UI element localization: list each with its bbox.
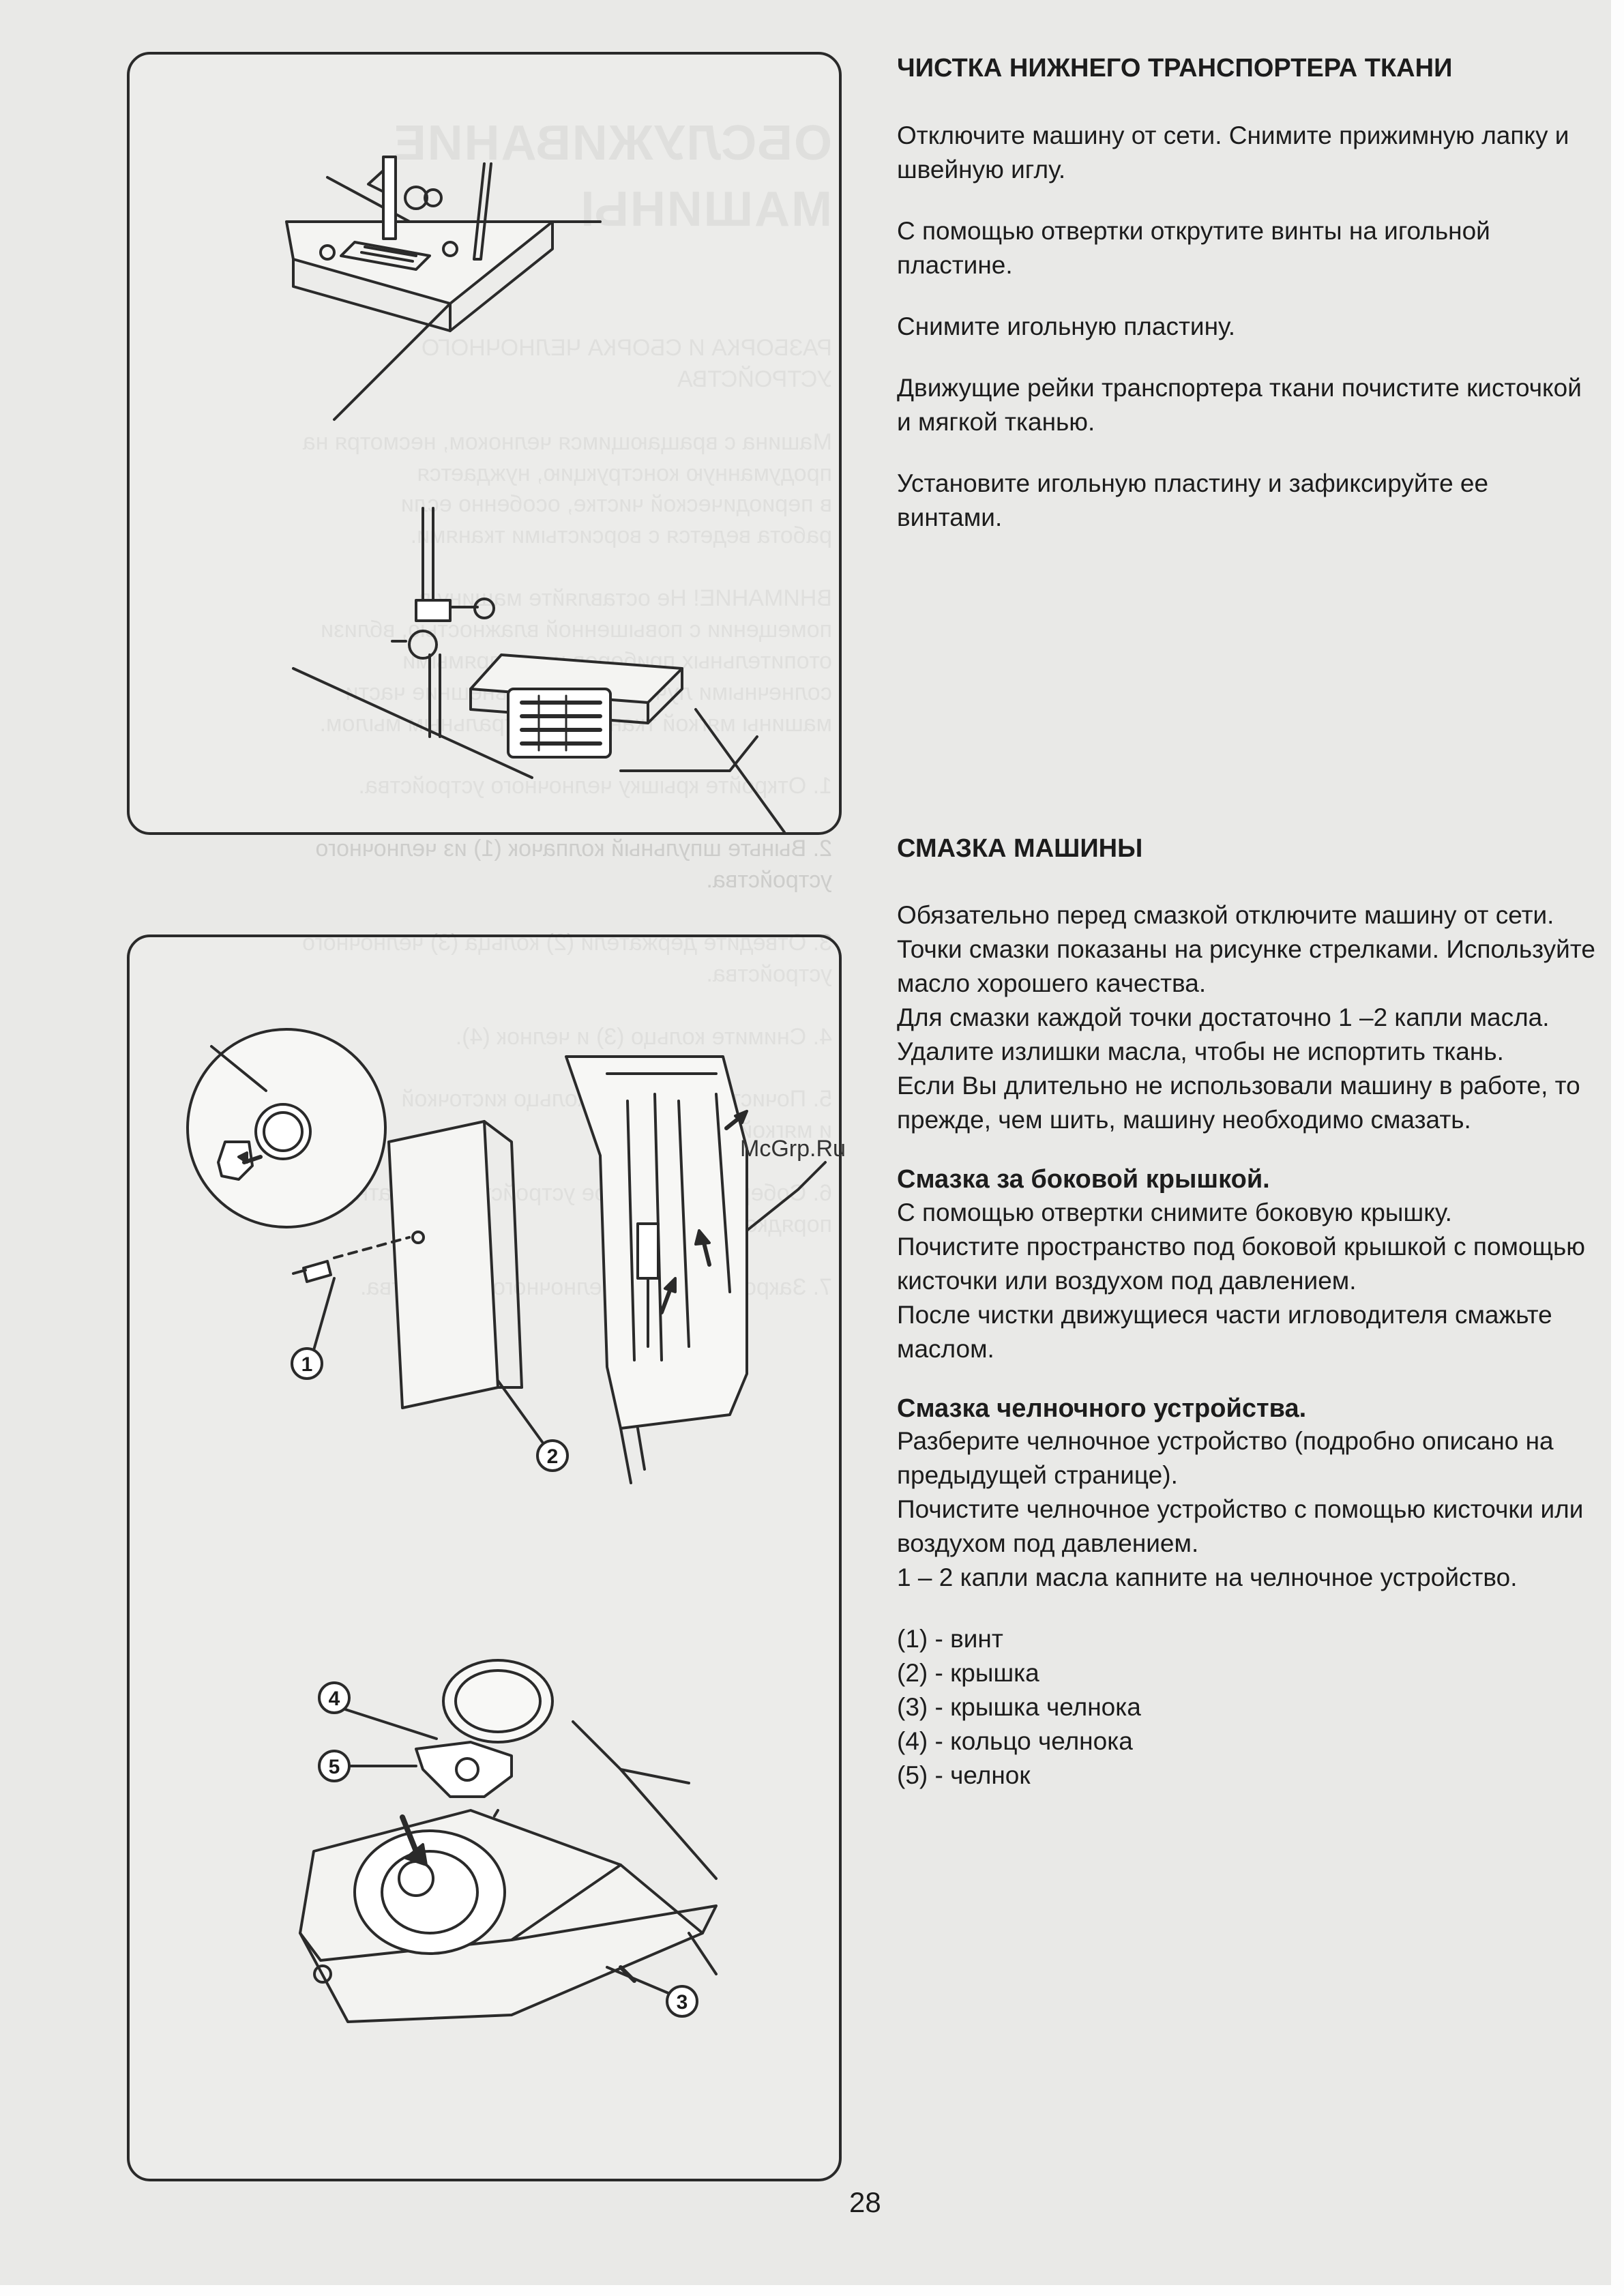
feed-dog-illustration [130,55,839,832]
cleaning-step-2: С помощью отвертки открутите винты на игольной пластине. [897,216,1490,279]
cleaning-step-4: Движущие рейки транспортера ткани почистите кисточкой и мягкой тканью. [897,373,1582,436]
figure-panel-feed-dog [127,52,842,835]
legend-item: (4) - кольцо челнока [897,1727,1133,1756]
lubrication-title: СМАЗКА МАШИНЫ [897,834,1143,863]
lubrication-intro-1: Обязательно перед смазкой отключите машину от сети. [897,901,1554,930]
figure-label-4: 4 [328,1688,340,1710]
cleaning-step-3: Снимите игольную пластину. [897,312,1236,340]
side-cover-title: Смазка за боковой крышкой. [897,1165,1270,1194]
scan-edge-right [1611,0,1624,2296]
cleaning-step-1: Отключите машину от сети. Снимите прижимную лапку и швейную иглу. [897,121,1569,183]
legend-item: (5) - челнок [897,1761,1031,1790]
show-through-body: 2. Выньте шпульный колпачок (1) из челночного устройства. [315,836,832,894]
cleaning-step-5: Установите игольную пластину и зафиксируйте ее винтами. [897,469,1489,531]
side-cover-text-3: После чистки движущиеся части игловодителя смажьте маслом. [897,1300,1552,1363]
page-number: 28 [849,2186,881,2218]
lubrication-intro-4: Удалите излишки масла, чтобы не испортить ткань. [897,1037,1504,1066]
parts-legend [897,1622,1599,1793]
figure-label-2: 2 [546,1445,559,1468]
shuttle-text-2: Почистите челночное устройство с помощью кисточки или воздухом под давлением. [897,1495,1584,1558]
legend-item: (2) - крышка [897,1659,1039,1688]
lubrication-intro-2: Точки смазки показаны на рисунке стрелками. Используйте масло хорошего качества. [897,935,1595,998]
legend-item: (3) - крышка челнока [897,1693,1141,1722]
shuttle-text-3: 1 – 2 капли масла капните на челночное устройство. [897,1563,1518,1592]
side-cover-text-1: С помощью отвертки снимите боковую крышку. [897,1198,1452,1226]
figure-label-5: 5 [328,1756,340,1778]
shuttle-title: Смазка челночного устройства. [897,1394,1307,1423]
figure-label-3: 3 [676,1991,688,2014]
lubrication-intro-5: Если Вы длительно не использовали машину в работе, то прежде, чем шить, машину необходимо смазать. [897,1072,1580,1134]
figure-label-1: 1 [301,1353,313,1376]
scan-edge-bottom [0,2285,1624,2296]
instructions-column [897,53,1599,1793]
lubrication-intro-3: Для смазки каждой точки достаточно 1 –2 капли масла. [897,1003,1550,1032]
shuttle-text-1: Разберите челночное устройство (подробно описано на предыдущей странице). [897,1427,1554,1490]
side-cover-text-2: Почистите пространство под боковой крышкой с помощью кисточки или воздухом под давлением. [897,1232,1586,1295]
cleaning-title: ЧИСТКА НИЖНЕГО ТРАНСПОРТЕРА ТКАНИ [897,54,1453,83]
lubrication-illustration [130,937,839,2179]
site-watermark: McGrp.Ru [740,1136,846,1162]
figure-panel-lubrication [127,934,842,2181]
legend-item: (1) - винт [897,1625,1003,1653]
